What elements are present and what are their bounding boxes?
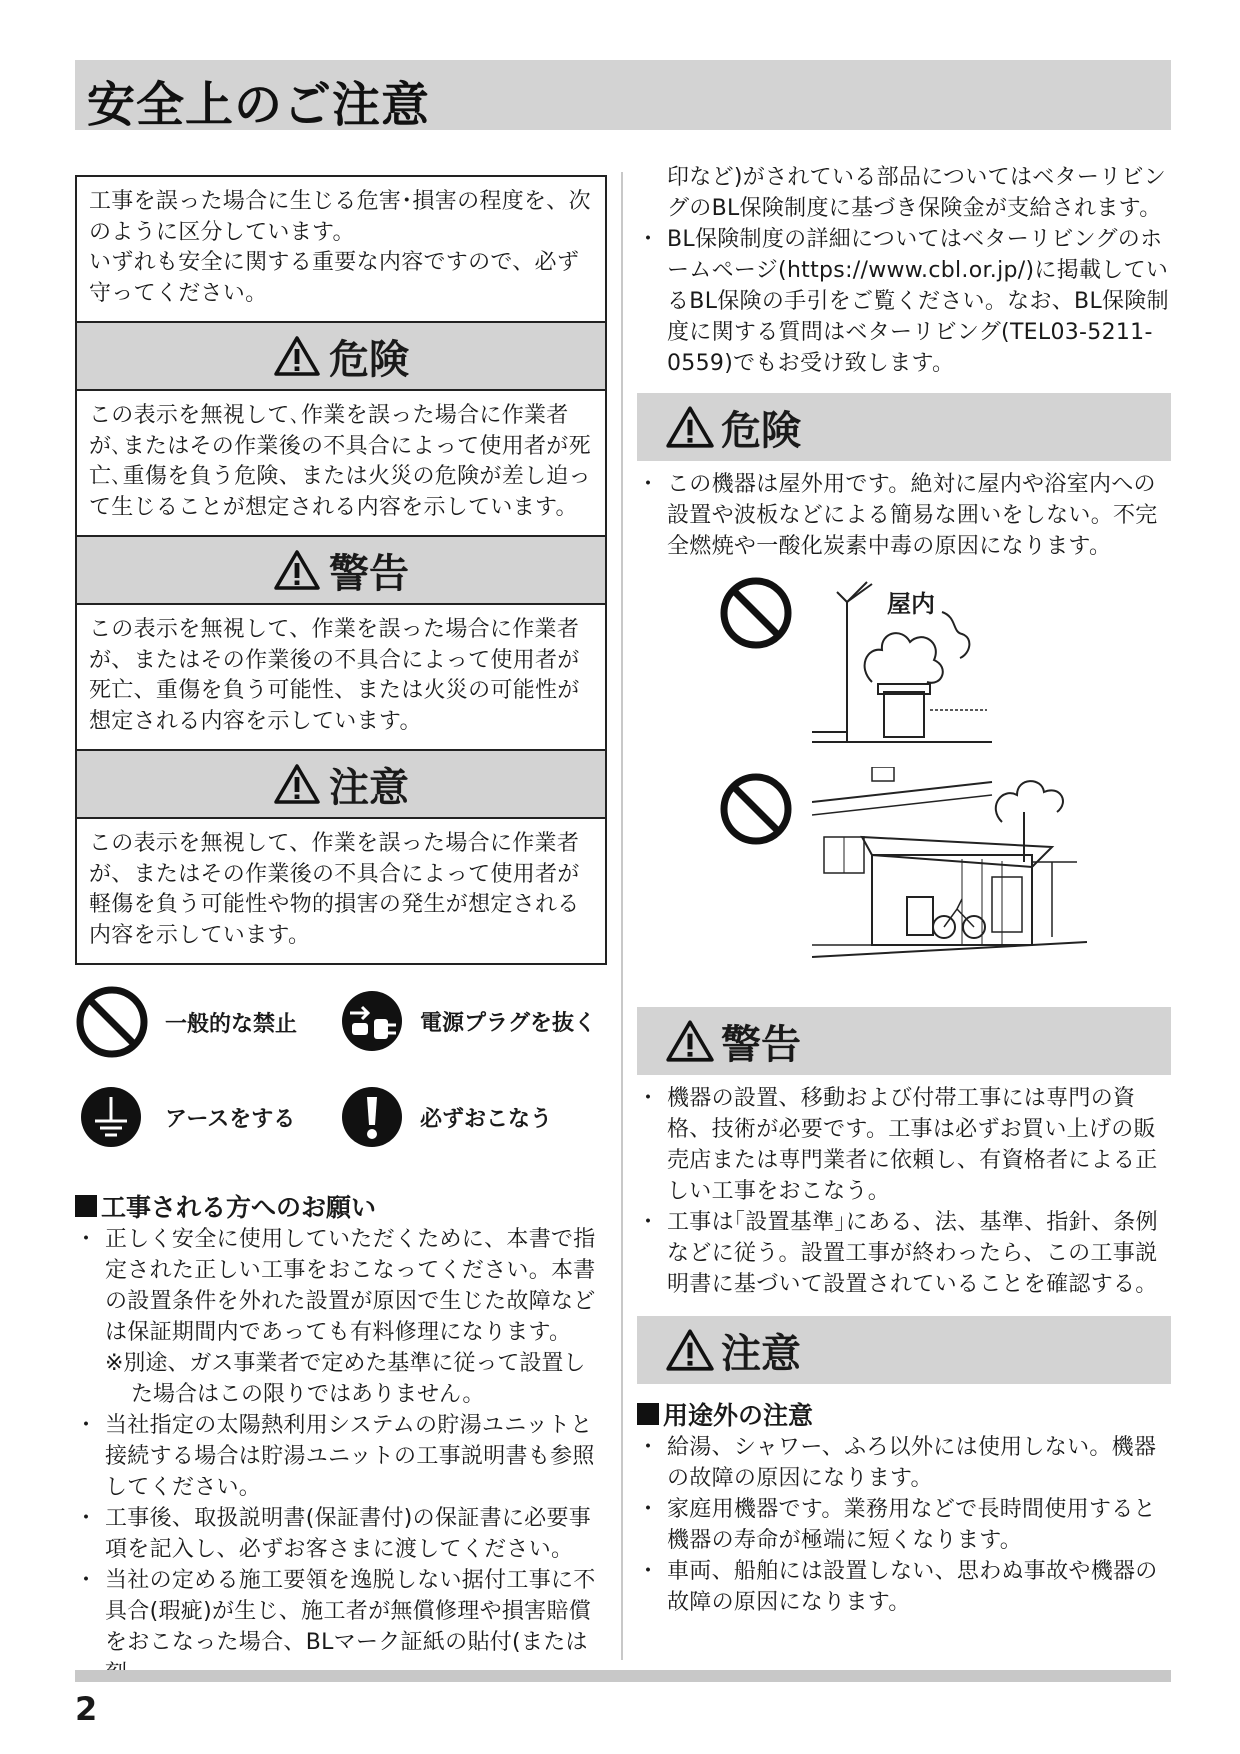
indoor-scene-illustration <box>812 572 992 752</box>
danger-description: この表示を無視して､作業を誤った場合に作業者が､またはその作業後の不具合によって使用者が死亡､重傷を負う危険、または火災の危険が差し迫って生じることが想定される内容を示しています。 <box>89 403 591 520</box>
title-bar <box>75 60 1171 133</box>
page-number: 2 <box>75 1690 98 1728</box>
installer-list <box>75 1224 607 1348</box>
danger-header-right: 危険 <box>637 393 1171 461</box>
warning-triangle-icon <box>665 1328 715 1372</box>
installation-illustration <box>637 562 1171 1007</box>
installer-section <box>75 1188 607 1689</box>
intro-line-2: いずれも安全に関する重要な内容ですので、必ず守ってください。 <box>89 250 580 306</box>
caution-header <box>77 749 605 819</box>
prohibition-icon <box>719 772 793 846</box>
left-column <box>75 175 607 965</box>
warning-list <box>637 1083 1171 1300</box>
legend-ground: アースをする <box>79 1085 295 1149</box>
list-item: ・ 当社の定める施工要領を逸脱しない据付工事に不具合(瑕疵)が生じ、施工者が無償修理や損害賠償をおこなった場合、BLマーク証紙の貼付(または <box>75 1565 607 1689</box>
installer-note: ※別途、ガス事業者で定めた基準に従って設置した場合はこの限りではありません。 <box>105 1351 586 1407</box>
danger-header <box>77 321 605 391</box>
list-item: ・ この機器は屋外用です。絶対に屋内や浴室内への設置や波板などによる簡易な囲いをしない。不完全燃焼や一酸化炭素中毒の原因になります。 <box>637 469 1171 562</box>
intro-line-1: 工事を誤った場合に生じる危害･損害の程度を、次のように区分しています。 <box>89 189 591 245</box>
installer-list-cont <box>75 1410 607 1689</box>
warning-description: この表示を無視して、作業を誤った場合に作業者が、またはその作業後の不具合によって使用者が死亡、重傷を負う可能性、または火災の可能性が想定される内容を示しています。 <box>89 617 580 734</box>
danger-list <box>637 469 1171 562</box>
prohibition-icon <box>75 985 149 1059</box>
list-item: ・ 当社指定の太陽熱利用システムの貯湯ユニットと接続する場合は貯湯ユニットの工事説明書も参照してください。 <box>75 1410 607 1503</box>
unplug-icon <box>340 989 404 1053</box>
bl-list <box>637 224 1171 379</box>
warning-header <box>77 535 605 605</box>
column-divider <box>621 172 623 1660</box>
symbol-legend <box>75 985 615 1175</box>
list-item: ・ 正しく安全に使用していただくために、本書で指定された正しい工事をおこなってください。本書の設置条件を外れた設置が原因で生じた故障などは保証期間内であっても有料修理になります。 <box>75 1224 607 1348</box>
hazard-level-box <box>75 175 607 965</box>
installer-heading: 工事される方へのお願い <box>75 1188 607 1224</box>
bl-continuation: 印など)がされている部品についてはベターリビングのBL保険制度に基づき保険金が支給されます。 <box>667 165 1167 221</box>
caution-label: 注意 <box>329 764 409 811</box>
footer-bar <box>75 1670 1171 1682</box>
page-title: 安全上のご注意 <box>87 77 431 133</box>
right-column <box>637 162 1171 1618</box>
legend-mandatory: 必ずおこなう <box>340 1085 552 1149</box>
enclosed-outdoor-scene-illustration <box>812 767 1087 967</box>
warning-triangle-icon <box>273 335 321 377</box>
warning-triangle-icon <box>273 763 321 805</box>
prohibition-icon <box>719 576 793 650</box>
list-item: ・ 工事は｢設置基準｣にある、法、基準、指針、条例などに従う。設置工事が終わったら、この工事説明書に基づいて設置されていることを確認する。 <box>637 1207 1171 1300</box>
mandatory-action-icon <box>340 1085 404 1149</box>
misuse-list <box>637 1432 1171 1618</box>
danger-label: 危険 <box>329 336 409 383</box>
legend-unplug: 電源プラグを抜く <box>340 989 596 1053</box>
list-item: ・ 家庭用機器です。業務用などで長時間使用すると機器の寿命が極端に短くなります。 <box>637 1494 1171 1556</box>
warning-triangle-icon <box>665 1019 715 1063</box>
list-item: ・ BL保険制度の詳細についてはベターリビングのホームページ(https://www.cbl.or.jp/)に掲載しているBL保険の手引をご覧ください。なお、BL保険制度に関する質問はベターリビング(TEL03-5211-0559)でもお受け致します。 <box>637 224 1171 379</box>
caution-description: この表示を無視して、作業を誤った場合に作業者が、またはその作業後の不具合によって使用者が軽傷を負う可能性や物的損害の発生が想定される内容を示しています。 <box>89 831 580 948</box>
caution-header-right: 注意 <box>637 1316 1171 1384</box>
list-item: ・ 車両、船舶には設置しない、思わぬ事故や機器の故障の原因になります。 <box>637 1556 1171 1618</box>
warning-triangle-icon <box>273 549 321 591</box>
list-item: ・ 工事後、取扱説明書(保証書付)の保証書に必要事項を記入し、必ずお客さまに渡してください。 <box>75 1503 607 1565</box>
indoor-label: 屋内 <box>887 590 935 618</box>
list-item: ・ 給湯、シャワー、ふろ以外には使用しない。機器の故障の原因になります。 <box>637 1432 1171 1494</box>
intro-text <box>77 177 605 321</box>
warning-triangle-icon <box>665 405 715 449</box>
misuse-heading: 用途外の注意 <box>637 1396 1171 1432</box>
legend-prohibit: 一般的な禁止 <box>75 985 297 1059</box>
list-item: ・ 機器の設置、移動および付帯工事には専門の資格、技術が必要です。工事は必ずお買い上げの販売店または専門業者に依頼し、有資格者による正しい工事をおこなう。 <box>637 1083 1171 1207</box>
ground-icon <box>79 1085 143 1149</box>
warning-header-right: 警告 <box>637 1007 1171 1075</box>
square-bullet-icon <box>75 1195 97 1217</box>
square-bullet-icon <box>637 1403 659 1425</box>
warning-label: 警告 <box>329 550 409 597</box>
